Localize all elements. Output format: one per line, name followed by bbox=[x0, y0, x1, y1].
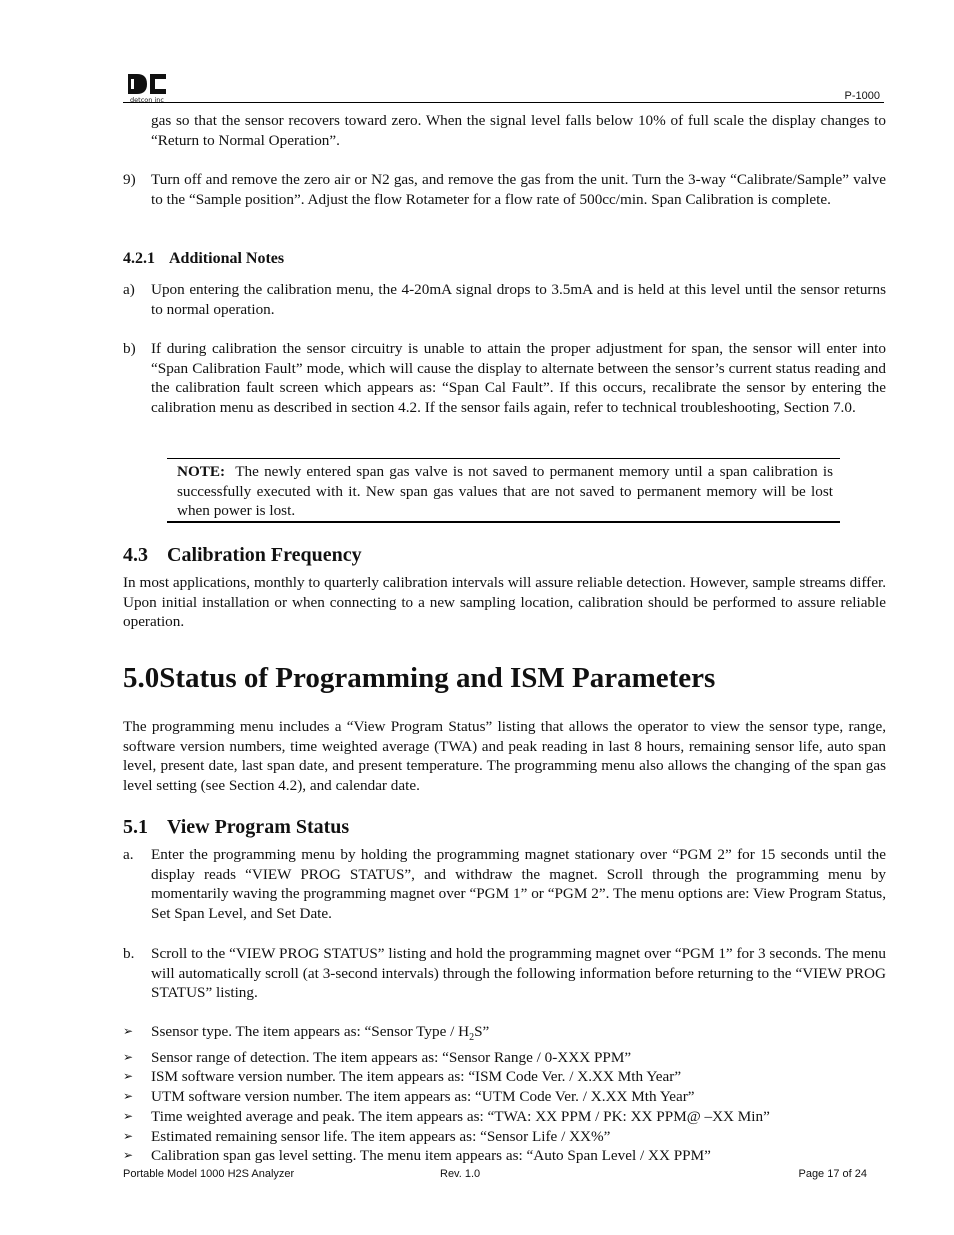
note-body: The newly entered span gas valve is not saved to permanent memory until a span calibration is successfully executed with it. New span gas values that are not saved to permanent memory will be lost when power is lost. bbox=[177, 463, 833, 520]
heading-5-1 bbox=[123, 816, 349, 839]
step-a-marker: a. bbox=[123, 846, 134, 863]
arrow-bullet-icon: ➢ bbox=[123, 1148, 134, 1163]
heading-number: 4.3 bbox=[123, 544, 148, 566]
step-9-marker: 9) bbox=[123, 171, 136, 188]
list-item bbox=[123, 1087, 886, 1107]
note-b-marker: b) bbox=[123, 340, 136, 357]
step-b-text: Scroll to the “VIEW PROG STATUS” listing and hold the programming magnet over “PGM 1” for 3 seconds. The menu will automatically scroll (at 3-second intervals) through the following information before returning to the “VIEW PROG STATUS” listing. bbox=[151, 945, 886, 1002]
heading-title: Calibration Frequency bbox=[167, 544, 362, 566]
company-logo bbox=[126, 72, 168, 104]
list-item-text: Time weighted average and peak. The item appears as: “TWA: XX PPM / PK: XX PPM@ –XX Min” bbox=[151, 1107, 770, 1125]
list-item bbox=[123, 1146, 886, 1166]
list-item-text: Estimated remaining sensor life. The item appears as: “Sensor Life / XX%” bbox=[151, 1127, 611, 1145]
list-item bbox=[123, 1048, 886, 1068]
footer-model: Portable Model 1000 H2S Analyzer bbox=[123, 1168, 295, 1180]
list-item bbox=[123, 1127, 886, 1147]
arrow-bullet-icon: ➢ bbox=[123, 1049, 134, 1064]
heading-4-3 bbox=[123, 544, 362, 567]
heading-4-2-1 bbox=[123, 250, 284, 268]
note-b-text: If during calibration the sensor circuitry is unable to attain the proper adjustment for span, the sensor will enter into “Span Calibration Fault” mode, which will cause the display to alternate between the sensor’s current status reading and the calibration fault screen which appears as: “Span Cal Fault”. If this occurs, recalibrate the sensor by entering the calibration menu as described in section 4.2. If the sensor fails again, refer to technical troubleshooting, Section 7.0. bbox=[151, 340, 886, 417]
list-item-text: Ssensor type. The item appears as: “Sensor Type / $H_2S$” bbox=[151, 1023, 490, 1044]
section-4-3-paragraph: In most applications, monthly to quarterly calibration intervals will assure reliable detection. However, sample streams differ. Upon initial installation or when connecting to a new sampling location, calibration should be performed to assure reliable operation. bbox=[123, 574, 886, 631]
arrow-bullet-icon: ➢ bbox=[123, 1089, 134, 1104]
continued-paragraph: gas so that the sensor recovers toward zero. When the signal level falls below 10% of full scale the display changes to “Return to Normal Operation”. bbox=[151, 112, 886, 149]
list-item-text: Calibration span gas level setting. The menu item appears as: “Auto Span Level / XX PPM” bbox=[151, 1147, 711, 1165]
status-item-list bbox=[123, 1022, 886, 1166]
heading-number: 5.1 bbox=[123, 816, 148, 838]
list-item bbox=[123, 1067, 886, 1087]
heading-title: Additional Notes bbox=[169, 250, 285, 267]
heading-title: View Program Status bbox=[167, 816, 350, 838]
step-b-marker: b. bbox=[123, 945, 135, 962]
list-item-text: Sensor range of detection. The item appears as: “Sensor Range / 0-XXX PPM” bbox=[151, 1048, 632, 1066]
step-a-text: Enter the programming menu by holding the programming magnet stationary over “PGM 2” for 15 seconds until the display reads “VIEW PROG STATUS”, and withdraw the magnet. Scroll through the programming menu by momentarily waving the programming magnet over “PGM 1” or “PGM 2”. The menu options are: View Program Status, Set Span Level, and Set Date. bbox=[151, 846, 886, 923]
arrow-bullet-icon: ➢ bbox=[123, 1128, 134, 1143]
heading-number: 5.0 bbox=[123, 662, 160, 694]
note-a-marker: a) bbox=[123, 281, 135, 298]
logo-wordmark: detcon inc bbox=[130, 96, 164, 104]
list-item bbox=[123, 1022, 886, 1048]
header-rule bbox=[123, 102, 884, 103]
heading-title: Status of Programming and ISM Parameters bbox=[159, 662, 716, 694]
arrow-bullet-icon: ➢ bbox=[123, 1108, 134, 1123]
note-label: NOTE: bbox=[177, 463, 226, 480]
heading-5-0 bbox=[123, 662, 715, 695]
arrow-bullet-icon: ➢ bbox=[123, 1069, 134, 1084]
list-item bbox=[123, 1107, 886, 1127]
list-item-text: UTM software version number. The item appears as: “UTM Code Ver. / X.XX Mth Year” bbox=[151, 1088, 695, 1106]
section-5-0-paragraph: The programming menu includes a “View Program Status” listing that allows the operator to view the sensor type, range, software version numbers, time weighted average (TWA) and peak reading in last 8 hours, remaining sensor life, auto span level, present date, last span date, and present temperature. The programming menu also allows the changing of the span gas level setting (see Section 4.2), and calendar date. bbox=[123, 718, 886, 795]
document-id: P-1000 bbox=[844, 90, 880, 102]
step-9-text: Turn off and remove the zero air or N2 gas, and remove the gas from the unit. Turn the 3-way “Calibrate/Sample” valve to the “Sample position”. Adjust the flow Rotameter for a flow rate of 500cc/min. Span Calibration is complete. bbox=[151, 171, 886, 208]
list-item-text: ISM software version number. The item appears as: “ISM Code Ver. / X.XX Mth Year” bbox=[151, 1068, 682, 1086]
heading-number: 4.2.1 bbox=[123, 250, 155, 267]
note-a-text: Upon entering the calibration menu, the 4-20mA signal drops to 3.5mA and is held at this level until the sensor returns to normal operation. bbox=[151, 281, 886, 318]
note-text bbox=[177, 462, 833, 521]
footer-revision: Rev. 1.0 bbox=[440, 1168, 481, 1180]
footer-page-number: Page 17 of 24 bbox=[798, 1168, 867, 1180]
note-box bbox=[167, 458, 840, 523]
arrow-bullet-icon: ➢ bbox=[123, 1024, 134, 1038]
